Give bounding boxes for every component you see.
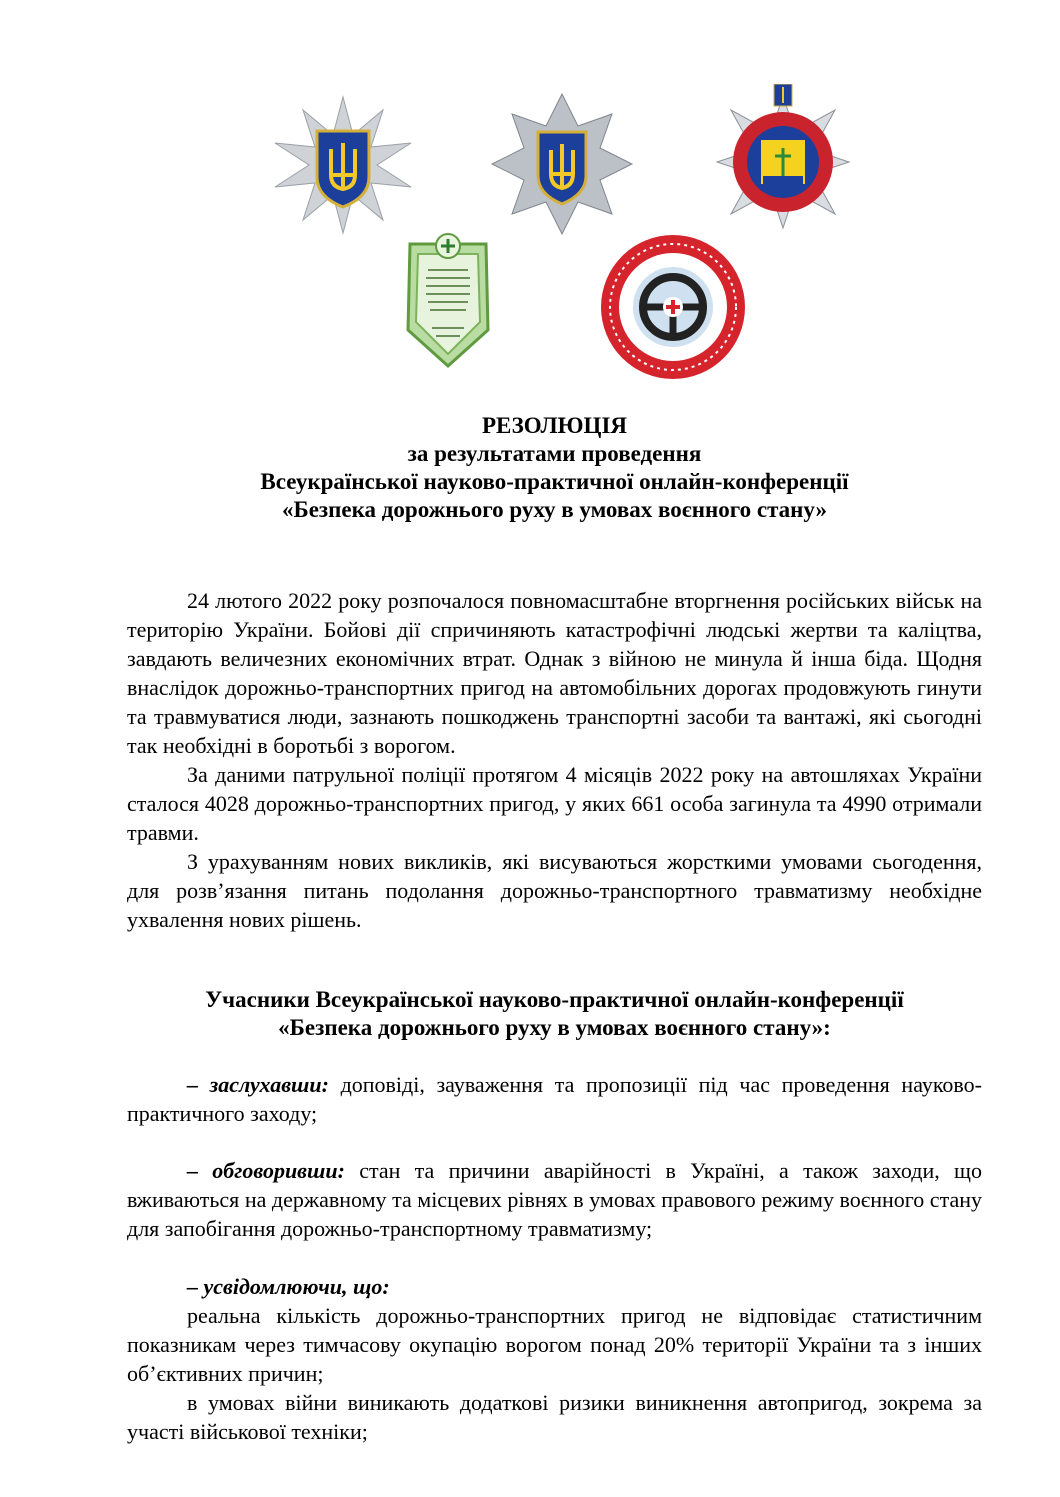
item-heard-lead: – заслухавши:: [187, 1072, 329, 1097]
item-discussed: [127, 1156, 982, 1243]
green-shield-emblem-icon: [400, 230, 496, 370]
participants-heading: [127, 986, 982, 1042]
title-line-2: за результатами проведення: [407, 441, 702, 466]
item-heard-text: доповіді, зауваження та пропозиції під час проведення науково-практичного заходу;: [127, 1072, 982, 1126]
item-discussed-lead: – обговоривши:: [187, 1158, 345, 1183]
title-line-4: «Безпека дорожнього руху в умовах воєнного стану»: [282, 497, 827, 522]
participants-line-1: Учасники Всеукраїнської науково-практичної онлайн-конференції: [205, 987, 904, 1012]
intro-section: [127, 586, 982, 934]
item-realizing: [127, 1272, 982, 1446]
police-star-icon: [490, 92, 634, 236]
steering-wheel-emblem-icon: [598, 232, 748, 382]
participants-line-2: «Безпека дорожнього руху в умовах воєнного стану»:: [278, 1015, 831, 1040]
title-line-3: Всеукраїнської науково-практичної онлайн-конференції: [260, 469, 849, 494]
item-realizing-paragraph-2: в умовах війни виникають додаткові ризики виникнення автопригод, зокрема за участі військової техніки;: [127, 1390, 982, 1444]
intro-paragraph-3: З урахуванням нових викликів, які висуваються жорсткими умовами сьогодення, для розв’язання питань подолання дорожньо-транспортного травматизму необхідне ухвалення нових рішень.: [127, 849, 982, 932]
title-line-1: РЕЗОЛЮЦІЯ: [481, 413, 628, 438]
item-discussed-text: стан та причини аварійності в Україні, а також заходи, що вживаються на державному та місцевих рівнях в умовах правового режиму воєнного стану для запобігання дорожньо-транспортному травматизму;: [127, 1158, 982, 1241]
resolution-title: [127, 412, 982, 524]
star-emblem-icon: [272, 94, 414, 236]
intro-paragraph-2: За даними патрульної поліції протягом 4 місяців 2022 року на автошляхах України сталося 4028 дорожньо-транспортних пригод, у яких 661 особа загинула та 4990 отримали травми.: [127, 762, 982, 845]
university-emblem-icon: [708, 84, 858, 230]
intro-paragraph-1: 24 лютого 2022 року розпочалося повномасштабне вторгнення російських військ на територію України. Бойові дії спричиняють катастрофічні людські жертви та каліцтва, завдають величезних економічних втрат. Однак з війною не минула й інша біда. Щодня внаслідок дорожньо-транспортних пригод на автомобільних дорогах продовжують гинути та травмуватися люди, зазнають пошкоджень транспортні засоби та вантажі, які сьогодні так необхідні в боротьбі з ворогом.: [127, 588, 982, 758]
item-realizing-paragraph-1: реальна кількість дорожньо-транспортних пригод не відповідає статистичним показникам через тимчасову окупацію ворогом понад 20% території України та з інших об’єктивних причин;: [127, 1303, 982, 1386]
item-heard: [127, 1070, 982, 1128]
item-realizing-lead: – усвідомлюючи, що:: [187, 1274, 390, 1299]
